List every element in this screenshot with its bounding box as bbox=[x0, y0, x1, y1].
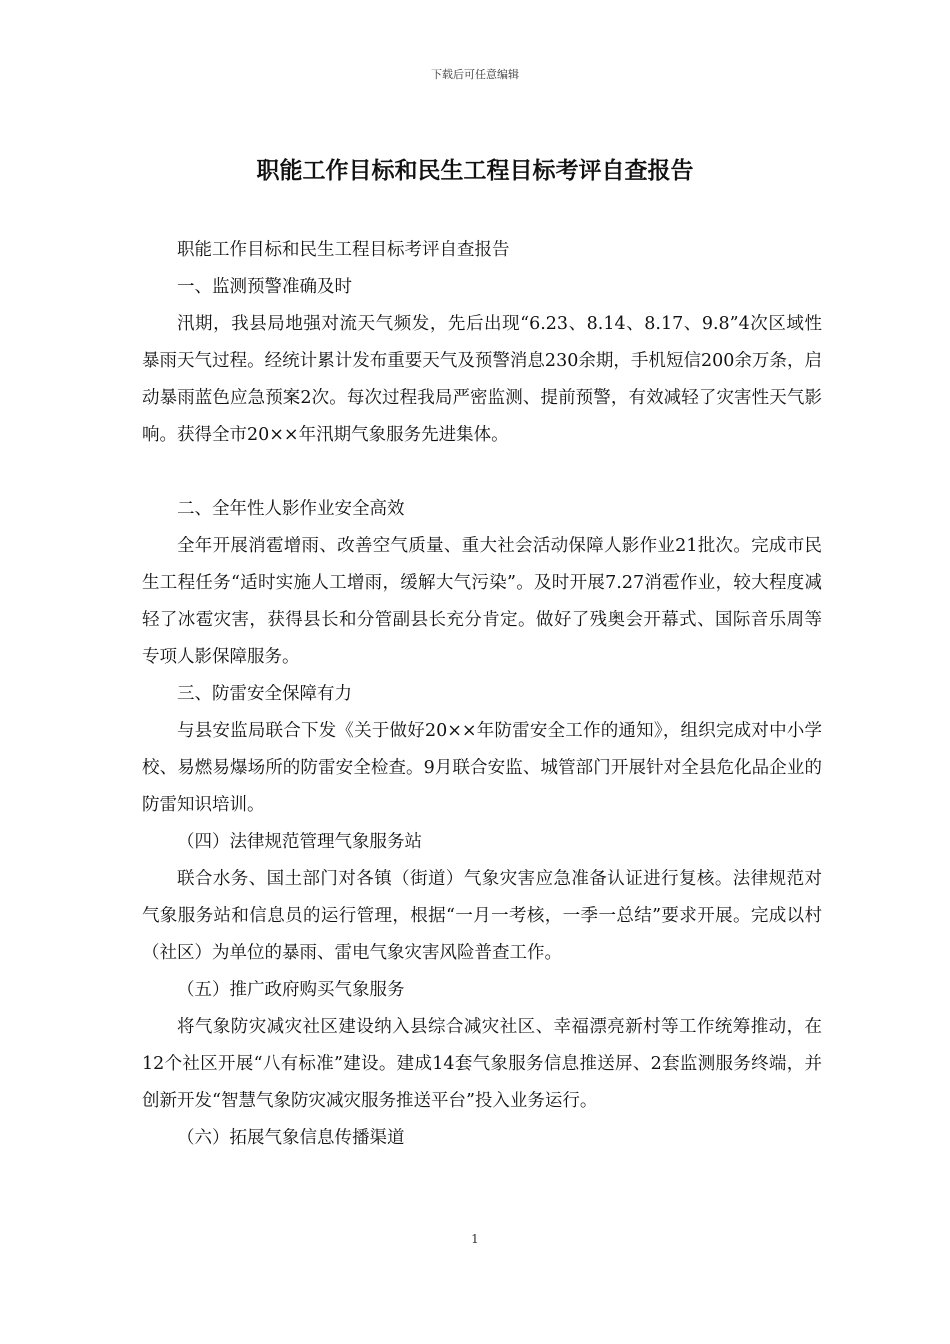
document-title: 职能工作目标和民生工程目标考评自查报告 bbox=[256, 158, 694, 184]
section-heading-5: （五）推广政府购买气象服务 bbox=[177, 980, 405, 1000]
body-paragraph: 将气象防灾减灾社区建设纳入县综合减灾社区、幸福漂亮新村等工作统筹推动，在12个社区开展“八有标准”建设。建成14套气象服务信息推送屏、2套监测服务终端，并创新开发“智慧气象防灾减灾服务推送平台”投入业务运行。 bbox=[142, 1017, 822, 1111]
document-body bbox=[142, 232, 822, 1157]
body-paragraph-subtitle: 职能工作目标和民生工程目标考评自查报告 bbox=[177, 240, 510, 260]
body-paragraph: 与县安监局联合下发《关于做好20××年防雷安全工作的通知》，组织完成对中小学校、易燃易爆场所的防雷安全检查。9月联合安监、城管部门开展针对全县危化品企业的防雷知识培训。 bbox=[142, 721, 822, 815]
section-heading-6: （六）拓展气象信息传播渠道 bbox=[177, 1128, 405, 1148]
section-heading-3: 三、防雷安全保障有力 bbox=[177, 684, 352, 704]
section-heading-4: （四）法律规范管理气象服务站 bbox=[177, 832, 422, 852]
body-paragraph: 联合水务、国土部门对各镇（街道）气象灾害应急准备认证进行复核。法律规范对气象服务站和信息员的运行管理，根据“一月一考核，一季一总结”要求开展。完成以村（社区）为单位的暴雨、雷电气象灾害风险普查工作。 bbox=[142, 869, 822, 963]
section-heading-2: 二、全年性人影作业安全高效 bbox=[177, 499, 405, 519]
body-paragraph: 全年开展消雹增雨、改善空气质量、重大社会活动保障人影作业21批次。完成市民生工程任务“适时实施人工增雨，缓解大气污染”。及时开展7.27消雹作业，较大程度减轻了冰雹灾害，获得县长和分管副县长充分肯定。做好了残奥会开幕式、国际音乐周等专项人影保障服务。 bbox=[142, 536, 822, 667]
page-number: 1 bbox=[471, 1232, 479, 1246]
section-heading-1: 一、监测预警准确及时 bbox=[177, 277, 352, 297]
header-note: 下载后可任意编辑 bbox=[431, 68, 519, 81]
body-paragraph: 汛期，我县局地强对流天气频发，先后出现“6.23、8.14、8.17、9.8”4次区域性暴雨天气过程。经统计累计发布重要天气及预警消息230余期，手机短信200余万条，启动暴雨蓝色应急预案2次。每次过程我局严密监测、提前预警，有效减轻了灾害性天气影响。获得全市20××年汛期气象服务先进集体。 bbox=[142, 314, 822, 445]
